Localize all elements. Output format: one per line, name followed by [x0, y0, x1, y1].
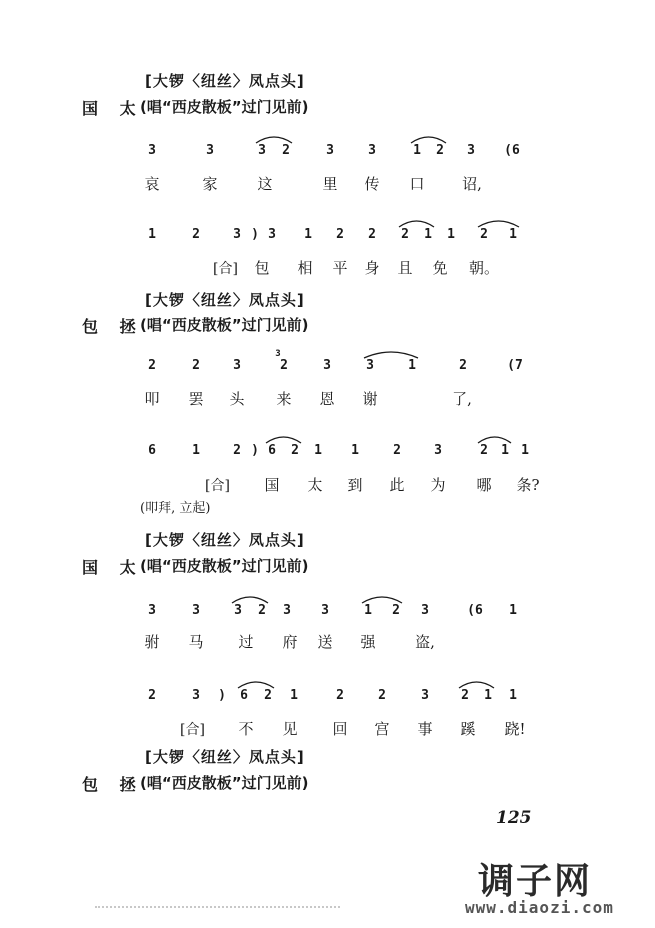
jianpu-note: 2 — [258, 603, 266, 618]
block3-direction: (唱“西皮散板”过门见前) — [140, 557, 309, 575]
jianpu-note: 2 — [392, 603, 400, 618]
lyric-char: 罢 — [188, 390, 204, 408]
jianpu-note: 2 — [436, 143, 444, 158]
block4-cue: [大锣〈纽丝〉凤点头] — [145, 748, 305, 766]
lyric-char: 传 — [364, 175, 380, 193]
lyric-char: 太 — [307, 476, 323, 494]
lyric-char: 家 — [202, 175, 218, 193]
lyric-char: 哀 — [144, 175, 160, 193]
chorus-tag: [合] — [180, 722, 205, 738]
slur-arc — [410, 134, 447, 144]
jianpu-note: 3 — [258, 143, 266, 158]
jianpu-note: 1 — [314, 443, 322, 458]
jianpu-note: 3 — [421, 688, 429, 703]
lyric-char: 免 — [432, 259, 448, 277]
lyric-char: 驸 — [144, 633, 160, 651]
lyric-char: 口 — [409, 175, 425, 193]
jianpu-note: 1 — [351, 443, 359, 458]
slur-arc — [265, 434, 302, 444]
jianpu-note: 2 — [480, 227, 488, 242]
jianpu-note: 2 — [282, 143, 290, 158]
jianpu-note: 1 — [509, 688, 517, 703]
lyric-char: 过 — [238, 633, 254, 651]
jianpu-note: 6 — [240, 688, 248, 703]
block2-direction: (唱“西皮散板”过门见前) — [140, 316, 309, 334]
lyric-char: 诏, — [462, 175, 482, 193]
chorus-tag: [合] — [213, 261, 238, 277]
lyric-char: 身 — [364, 259, 380, 277]
jianpu-note: 3 — [233, 227, 241, 242]
jianpu-note: 2 — [336, 688, 344, 703]
jianpu-note: 1 — [521, 443, 529, 458]
page-number: 125 — [496, 808, 532, 828]
jianpu-note: 1 — [304, 227, 312, 242]
watermark-title: 调子网 — [478, 861, 593, 902]
jianpu-note: ) — [251, 443, 259, 458]
lyric-char: 了, — [452, 390, 472, 408]
jianpu-note: 3 — [148, 603, 156, 618]
jianpu-note: ) — [251, 227, 259, 242]
block3-role: 国 太 — [82, 558, 144, 577]
jianpu-note: 2 — [233, 443, 241, 458]
block2-cue: [大锣〈纽丝〉凤点头] — [145, 291, 305, 309]
jianpu-note: 1 — [413, 143, 421, 158]
lyric-char: 事 — [417, 720, 433, 738]
jianpu-note: 3 — [434, 443, 442, 458]
slur-arc — [398, 218, 435, 228]
lyric-char: 且 — [397, 259, 413, 277]
jianpu-note: 3 — [421, 603, 429, 618]
lyric-char: 国 — [264, 476, 280, 494]
jianpu-note: 3 — [233, 358, 241, 373]
slur-arc — [255, 134, 293, 144]
scan-noise-line — [95, 906, 340, 908]
lyric-char: 来 — [276, 390, 292, 408]
lyric-char: 跷! — [504, 720, 526, 738]
slur-arc — [237, 679, 275, 689]
lyric-char: 这 — [257, 175, 273, 193]
jianpu-note: 1 — [408, 358, 416, 373]
block1-direction: (唱“西皮散板”过门见前) — [140, 98, 309, 116]
slur-arc — [363, 349, 419, 359]
lyric-char: 里 — [322, 175, 338, 193]
jianpu-note: 3 — [192, 688, 200, 703]
slur-arc — [477, 218, 520, 228]
watermark-url: www.diaozi.com — [465, 898, 614, 917]
jianpu-note: 2 — [459, 358, 467, 373]
jianpu-note: 2 — [148, 358, 156, 373]
jianpu-note: 1 — [364, 603, 372, 618]
jianpu-note: (6 — [467, 603, 483, 618]
jianpu-note: 3 — [192, 603, 200, 618]
jianpu-note: 1 — [290, 688, 298, 703]
jianpu-note: 2 — [291, 443, 299, 458]
jianpu-note: 1 — [148, 227, 156, 242]
block4-role: 包 拯 — [82, 775, 144, 794]
lyric-char: 到 — [347, 476, 363, 494]
lyric-char: 相 — [297, 259, 313, 277]
jianpu-note: 1 — [509, 603, 517, 618]
jianpu-note: 3 — [206, 143, 214, 158]
grace-note: 3 — [275, 349, 281, 359]
lyric-char: 强 — [360, 633, 376, 651]
block1-cue: [大锣〈纽丝〉凤点头] — [145, 72, 305, 90]
lyric-char: 朝。 — [468, 259, 500, 277]
jianpu-note: 3 — [467, 143, 475, 158]
slur-arc — [361, 594, 403, 604]
block2-role: 包 拯 — [82, 317, 144, 336]
jianpu-note: 1 — [424, 227, 432, 242]
lyric-char: 回 — [332, 720, 348, 738]
slur-arc — [477, 434, 512, 444]
jianpu-note: ) — [218, 688, 226, 703]
lyric-char: 谢 — [362, 390, 378, 408]
jianpu-note: 6 — [268, 443, 276, 458]
jianpu-note: 2 — [378, 688, 386, 703]
lyric-char: 条? — [516, 476, 540, 494]
jianpu-note: 1 — [501, 443, 509, 458]
chorus-tag: [合] — [205, 478, 230, 494]
lyric-char: 府 — [282, 633, 298, 651]
jianpu-note: 6 — [148, 443, 156, 458]
jianpu-note: 2 — [368, 227, 376, 242]
jianpu-note: 3 — [326, 143, 334, 158]
jianpu-note: 1 — [509, 227, 517, 242]
block2-aside: (叩拜, 立起) — [140, 501, 211, 516]
jianpu-note: 3 — [366, 358, 374, 373]
slur-arc — [231, 594, 269, 604]
jianpu-note: 2 — [336, 227, 344, 242]
jianpu-note: 2 — [401, 227, 409, 242]
lyric-char: 恩 — [319, 390, 335, 408]
jianpu-note: (6 — [504, 143, 520, 158]
lyric-char: 包 — [254, 259, 270, 277]
jianpu-note: 2 — [480, 443, 488, 458]
block3-cue: [大锣〈纽丝〉凤点头] — [145, 531, 305, 549]
lyric-char: 此 — [389, 476, 405, 494]
jianpu-note: 3 — [283, 603, 291, 618]
jianpu-note: 3 — [323, 358, 331, 373]
jianpu-note: 2 — [148, 688, 156, 703]
jianpu-note: 3 — [321, 603, 329, 618]
jianpu-note: 3 — [368, 143, 376, 158]
lyric-char: 不 — [238, 720, 254, 738]
jianpu-note: 1 — [192, 443, 200, 458]
jianpu-note: 2 — [264, 688, 272, 703]
lyric-char: 宫 — [374, 720, 390, 738]
lyric-char: 为 — [430, 476, 446, 494]
lyric-char: 叩 — [144, 390, 160, 408]
lyric-char: 马 — [188, 633, 204, 651]
lyric-char: 平 — [332, 259, 348, 277]
slur-arc — [458, 679, 495, 689]
block4-direction: (唱“西皮散板”过门见前) — [140, 774, 309, 792]
lyric-char: 头 — [229, 390, 245, 408]
lyric-char: 蹊 — [460, 720, 476, 738]
jianpu-note: 2 — [192, 358, 200, 373]
jianpu-note: 3 — [148, 143, 156, 158]
jianpu-note: (7 — [507, 358, 523, 373]
lyric-char: 哪 — [476, 476, 492, 494]
lyric-char: 见 — [282, 720, 298, 738]
jianpu-note: 2 — [192, 227, 200, 242]
jianpu-note: 2 — [461, 688, 469, 703]
lyric-char: 盗, — [415, 633, 435, 651]
jianpu-note: 1 — [447, 227, 455, 242]
jianpu-note: 2 — [280, 358, 288, 373]
jianpu-note: 3 — [268, 227, 276, 242]
jianpu-note: 3 — [234, 603, 242, 618]
jianpu-note: 1 — [484, 688, 492, 703]
lyric-char: 送 — [317, 633, 333, 651]
jianpu-note: 2 — [393, 443, 401, 458]
block1-role: 国 太 — [82, 99, 144, 118]
